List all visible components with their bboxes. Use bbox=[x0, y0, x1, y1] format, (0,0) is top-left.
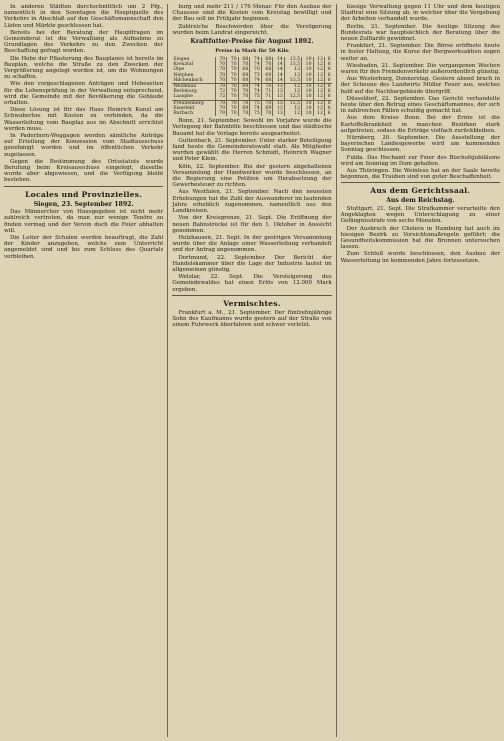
table-cell: 12 bbox=[284, 89, 301, 94]
table-cell: 10 bbox=[302, 89, 314, 94]
table-row-label: Weidenau bbox=[172, 84, 215, 90]
article-paragraph: Aus dem Kreise Bonn. Bei der Ernte ist die Kartoffelkrankheit in manchen Bezirken stark aufgetreten, sodass die Erträge vielfach zurückbleiben. bbox=[340, 115, 500, 134]
article-paragraph: Gegen die Bestimmung des Ortsstatuts wurde Berufung beim Kreisausschuss eingelegt, dieselbe wurde aber abgewiesen, und die Verfügung bleibt bestehen. bbox=[4, 158, 164, 184]
article-paragraph: Frankfurt, 21. September. Die Börse eröffnete heute in fester Haltung, die Kurse der Bergwerksaktien zogen weiter an. bbox=[340, 43, 500, 62]
table-cell: 13,5 bbox=[284, 57, 301, 62]
table-cell: 13,5 bbox=[284, 78, 301, 84]
table-cell: 12 bbox=[313, 73, 325, 78]
table-note: Preise in Mark für 50 Kilo bbox=[215, 47, 289, 54]
table-cell: 6 bbox=[325, 73, 332, 78]
article-paragraph: In Paderborn-Weggagen werden sämtliche Anträge auf Erteilung der Konzession vom Stadtausschuss genehmigt worden und im öffentlichen Verkehr zugelassen. bbox=[4, 133, 164, 158]
article-paragraph: In anderen Städten durchschnittlich um 2 Pfg., namentlich in den Sonntagen die Hauptquelle des Verkehrs in Abschluß auf den Geschäftsmannschaft den Läden und Märkte geschlossen hat. bbox=[4, 4, 164, 29]
article-paragraph: Aus Westerburg, Donnerstag. Gestern abend brach in der Scheune des Landwirts Müller Feuer aus, welches bald auf die Nachbargebäude übergriff. bbox=[340, 76, 500, 95]
table-cell: 12,5 bbox=[284, 100, 301, 106]
table-cell: 70 bbox=[215, 106, 227, 111]
table-row bbox=[172, 111, 331, 116]
article-paragraph: Aus Thüringen. Die Weinlese hat an der Saale bereits begonnen, die Trauben sind von guter Beschaffenheit. bbox=[340, 168, 500, 181]
table-cell: 68 bbox=[261, 67, 273, 72]
dateline: Siegen, 23. September 1892. bbox=[33, 200, 134, 208]
article-paragraph: Zahlreiche Beschwerden über die Verzögerung wurden beim Landrat eingereicht. bbox=[172, 23, 332, 36]
table-cell: 10 bbox=[302, 84, 314, 90]
table-cell: 70 bbox=[215, 62, 227, 67]
table-cell: 70 bbox=[227, 67, 239, 72]
table-cell: 70 bbox=[227, 89, 239, 94]
article-paragraph: Fulda. Das Hochamt zur Feier des Bischofsjubiläums wird am Sonntag im Dom gehalten. bbox=[340, 154, 500, 167]
column-divider-rule bbox=[341, 182, 500, 183]
table-cell: 6 bbox=[325, 89, 332, 94]
table-cell: 70 bbox=[261, 111, 273, 116]
article-paragraph: Die Leiter der Schulen werden beauftragt, die Zahl der Kinder anzugeben, welche zum Unterricht angemeldet sind und bis zum Schluss des Quartals verbleiben. bbox=[4, 235, 164, 260]
table-cell: 13 bbox=[273, 111, 285, 116]
table-row-label: Laasphe bbox=[173, 94, 193, 100]
table-cell: 69 bbox=[261, 73, 273, 78]
table-cell: 13 bbox=[284, 73, 301, 78]
table-cell: 75 bbox=[250, 111, 262, 116]
table-cell: 68 bbox=[238, 73, 250, 78]
table-cell: 12 bbox=[313, 62, 325, 67]
price-table bbox=[172, 57, 331, 116]
table-cell: 70 bbox=[227, 106, 239, 111]
table-cell: 6 bbox=[325, 84, 332, 90]
table-cell: 10 bbox=[302, 111, 314, 116]
table-cell: 10 bbox=[302, 78, 314, 84]
table-cell: 14 bbox=[273, 57, 285, 62]
section-heading: Vermischtes. bbox=[223, 298, 281, 308]
table-cell: 14 bbox=[273, 62, 285, 67]
table-cell: 13 bbox=[273, 94, 285, 100]
table-cell: 70 bbox=[227, 100, 239, 106]
column-2 bbox=[167, 4, 331, 737]
table-row-label: Olpe bbox=[173, 67, 185, 73]
table-cell: 12 bbox=[313, 100, 325, 106]
article-paragraph: Holzhausen, 21. Sept. In der gestrigen Versammlung wurde über die Anlage einer Wasserleitung verhandelt und der Antrag angenommen. bbox=[172, 234, 332, 254]
table-row-label: Kreuztal bbox=[173, 62, 194, 68]
column-divider-rule bbox=[172, 295, 331, 296]
table-heading: Kraftfutter-Preise für August 1892. bbox=[190, 38, 314, 46]
section-heading: Locales und Provinzielles. bbox=[25, 189, 143, 199]
table-cell: 14 bbox=[273, 67, 285, 72]
table-cell: 6 bbox=[325, 106, 332, 111]
article-paragraph: Wie den vorgeschlagenen Anträgen und Hebeseiten für die Lebensprüfung in der Verwaltung entsprechend, wird die Gemeinde mit der Bevölkerung die Gebäude erhalten. bbox=[4, 81, 164, 107]
table-cell: 70 bbox=[227, 111, 239, 116]
article-paragraph: Nürnberg, 20. September. Die Ausstellung der bayerischen Landesgewerbe wird am kommenden Sonntag geschlossen. bbox=[340, 135, 500, 154]
table-row-label: Eiserfeld bbox=[173, 105, 195, 111]
table-cell: 74 bbox=[250, 106, 262, 111]
table-cell: 70 bbox=[261, 62, 273, 67]
table-cell: 14 bbox=[273, 78, 285, 84]
table-cell: 6 bbox=[325, 67, 332, 72]
table-cell: 75 bbox=[250, 100, 262, 106]
table-cell: 71 bbox=[261, 89, 273, 94]
table-cell: 10 bbox=[302, 94, 314, 100]
table-cell: 70 bbox=[238, 89, 250, 94]
table-cell: 70 bbox=[238, 62, 250, 67]
article-paragraph: Wiesbaden, 21. September. Die vergangenen Wochen waren für den Fremdenverkehr außerordentlich günstig. bbox=[340, 62, 500, 76]
article-paragraph: Wetzlar, 22. Sept. Die Versteigerung des Gemeindewaldes hat einen Erlös von 12.000 Mark ergeben. bbox=[172, 274, 332, 293]
table-cell: 10 bbox=[302, 57, 314, 62]
table-cell: 70 bbox=[215, 111, 227, 116]
table-cell: 10 bbox=[302, 73, 314, 78]
article-paragraph: Diese Lösung ist für das Haus Heinrich Kunzl am Schwabertoe mit Kosten zu verbinden, da die Wasserleitung vom Bauplaz aus im Abschnitt errichtet werden muss. bbox=[4, 107, 164, 132]
article-paragraph: Köln, 22. September. Bei der gestern abgehaltenen Versammlung der Handwerker wurde beschlossen, an die Regierung eine Petition um Herabsetzung der Gewerbesteuer zu richten. bbox=[172, 163, 332, 189]
article-paragraph: Das Männerchor von Hausgegeben ist nicht mehr zahlreich vertreten, da man nur wenige Tenöre zu finden vermag und der Verein doch die Feier abhalten will. bbox=[4, 209, 164, 234]
table-cell: 70 bbox=[215, 57, 227, 62]
table-cell: 68 bbox=[238, 78, 250, 84]
table-cell: 70 bbox=[238, 94, 250, 100]
article-paragraph: Bereits bei der Beratung der Hauptfragen im Gemeinderat ist die Verwaltung als Aufnahme zu Grundlagen des Verkehrs zu den Zwecken der Beschaffung gefragt worden. bbox=[4, 29, 164, 55]
table-cell: 13 bbox=[273, 106, 285, 111]
table-cell: 6 bbox=[325, 62, 332, 67]
table-cell: 69 bbox=[261, 106, 273, 111]
table-cell: 70 bbox=[261, 100, 273, 106]
table-cell: 70 bbox=[238, 111, 250, 116]
table-cell: 12,5 bbox=[284, 94, 301, 100]
table-cell: 72 bbox=[215, 89, 227, 94]
article-paragraph: Von der Kreisgrenze, 21. Sept. Die Eröffnung der neuen Bahnstrecke ist für den 1. Oktober in Aussicht genommen. bbox=[172, 215, 332, 234]
table-cell: 13 bbox=[273, 89, 285, 94]
table-cell: 13 bbox=[273, 100, 285, 106]
table-cell: 68 bbox=[261, 78, 273, 84]
table-cell: 6 bbox=[325, 78, 332, 84]
table-cell: 12 bbox=[313, 67, 325, 72]
table-cell: 10 bbox=[302, 106, 314, 111]
column-3 bbox=[336, 4, 500, 737]
article-paragraph: Der Ausbruch der Cholera in Hamburg hat auch im hiesigen Bezirk zu Vorsichtsmaßregeln geführt; die Gesundheitskommission hat die Brunnen untersuchen lassen. bbox=[340, 225, 500, 251]
table-cell: 70 bbox=[215, 67, 227, 72]
article-paragraph: Berlin, 21. September. Die heutige Sitzung des Bundesrats war hauptsächlich der Beratung über die neuen Zolltarife gewidmet. bbox=[340, 23, 500, 43]
table-cell: 12 bbox=[284, 106, 301, 111]
table-cell: 69 bbox=[238, 106, 250, 111]
table-cell: 70 bbox=[227, 78, 239, 84]
table-cell: 70 bbox=[215, 73, 227, 78]
table-cell: 12 bbox=[284, 84, 301, 90]
table-row-label: Freudenberg bbox=[172, 100, 215, 106]
table-cell: 74 bbox=[250, 89, 262, 94]
article-paragraph: Frankfurt a. M., 21. September. Der fünfzehnjährige Sohn des Kaufmanns wurde gestern auf der Straße von einem Fuhrwerk überfahren und schwer verletzt. bbox=[172, 309, 332, 329]
table-cell: 12 bbox=[313, 57, 325, 62]
article-paragraph: Düsseldorf, 22. September. Das Gericht verhandelte heute über den Betrug eines Geschäftsmannes, der sich in zahlreichen Fällen schuldig gemacht hat. bbox=[340, 95, 500, 115]
table-cell: 6 bbox=[325, 100, 332, 106]
table-cell: 70 bbox=[215, 84, 227, 90]
table-cell: 10 bbox=[302, 67, 314, 72]
table-cell: 10 bbox=[302, 62, 314, 67]
table-cell: 12 bbox=[313, 89, 325, 94]
table-cell: 74 bbox=[250, 84, 262, 90]
table-cell: 70 bbox=[227, 57, 239, 62]
table-row-label: Berleburg bbox=[173, 89, 197, 95]
table-cell: 70 bbox=[227, 73, 239, 78]
column-divider-rule bbox=[4, 186, 163, 187]
table-cell: 70 bbox=[227, 94, 239, 100]
column-1 bbox=[4, 4, 163, 737]
table-cell: 68 bbox=[261, 57, 273, 62]
table-cell: 6 bbox=[325, 57, 332, 62]
article-paragraph: burg und mehr 211 / 176 Menar. Für den Ausbau der Chaussee sind die Kosten vom Kreistag bewilligt und der Bau soll im Frühjahr beginnen. bbox=[172, 4, 332, 23]
table-cell: 68 bbox=[238, 67, 250, 72]
table-cell: 74 bbox=[250, 57, 262, 62]
table-cell: 70 bbox=[238, 100, 250, 106]
table-cell: 68 bbox=[238, 57, 250, 62]
table-cell: 72 bbox=[215, 94, 227, 100]
table-cell: 12 bbox=[313, 94, 325, 100]
table-cell: 74 bbox=[250, 78, 262, 84]
table-cell: 74 bbox=[250, 62, 262, 67]
table-cell: 12 bbox=[313, 106, 325, 111]
sub-heading: Aus dem Reichstag. bbox=[386, 197, 455, 205]
article-paragraph: Die Hebe der Pflasterung des Bauplanes ist bereits im Bauplan, welche die Straße zu den Zwecken der Vergrößerung angelegt worden ist, um die Wohnungen zu schaffen. bbox=[4, 55, 164, 81]
table-cell: 69 bbox=[238, 84, 250, 90]
table-cell: 70 bbox=[227, 84, 239, 90]
article-paragraph: hiesige Verwaltung gegen 11 Uhr und dem heutigen Stadtrat eine Sitzung ab, in welcher über die Vergebung der Arbeiten verhandelt wurde. bbox=[340, 4, 500, 23]
table-cell: 13 bbox=[284, 67, 301, 72]
table-row-label: Siegen bbox=[173, 57, 190, 63]
article-paragraph: Guttenbach, 21. September. Unter starker Beteiligung fand heute die Gemeinderatswahl statt. Als Mitglieder wurden gewählt die Herren Schmidt, Heinrich Wagner und Peter Klein. bbox=[172, 137, 332, 163]
article-paragraph: Stuttgart, 21. Sept. Die Strafkammer verurteilte den Angeklagten wegen Unterschlagung zu einer Gefängnisstrafe von sechs Monaten. bbox=[340, 205, 500, 225]
table-cell: 70 bbox=[215, 100, 227, 106]
table-row-label: Hilchenbach bbox=[173, 77, 203, 83]
table-cell: 13 bbox=[273, 84, 285, 90]
table-cell: 70 bbox=[261, 84, 273, 90]
table-cell: 12 bbox=[313, 78, 325, 84]
table-cell: 10 bbox=[302, 100, 314, 106]
section-heading: Aus dem Gerichtssaal. bbox=[370, 186, 471, 196]
article-paragraph: Zum Schluß wurde beschlossen, den Ausbau der Wasserleitung im kommenden Jahre fortzusetzen. bbox=[340, 251, 500, 264]
article-paragraph: Dortmund, 22. September. Der Bericht der Handelskammer über die Lage der Industrie lautet im allgemeinen günstig. bbox=[172, 254, 332, 273]
table-cell: 13,5 bbox=[284, 62, 301, 67]
table-row-label: Netphen bbox=[173, 72, 194, 78]
table-cell: 14 bbox=[273, 73, 285, 78]
table-cell: 70 bbox=[215, 78, 227, 84]
table-row-label: Burbach bbox=[173, 111, 194, 117]
table-cell: 12 bbox=[313, 111, 325, 116]
table-cell: 12 bbox=[313, 84, 325, 90]
table-cell: 73 bbox=[250, 73, 262, 78]
article-paragraph: Bonn, 21. September. Sowohl im Vorjahre wurde die Verlegung der Bahnhöfe beschlossen und das städtische Bauamt hat die Vorlage bereits ausgearbeitet. bbox=[172, 118, 332, 137]
table-cell: 70 bbox=[250, 67, 262, 72]
table-cell: 70 bbox=[227, 62, 239, 67]
table-cell: 12 bbox=[284, 111, 301, 116]
table-cell: 71 bbox=[261, 94, 273, 100]
table-cell: 75 bbox=[250, 94, 262, 100]
table-cell: 6 bbox=[325, 111, 332, 116]
article-paragraph: Aus Westfalen, 21. September. Nach den neuesten Erhebungen hat die Zahl der Auswanderer im laufenden Jahre erheblich zugenommen, namentlich aus den Landkreisen. bbox=[172, 189, 332, 215]
table-cell: 6 bbox=[325, 94, 332, 100]
